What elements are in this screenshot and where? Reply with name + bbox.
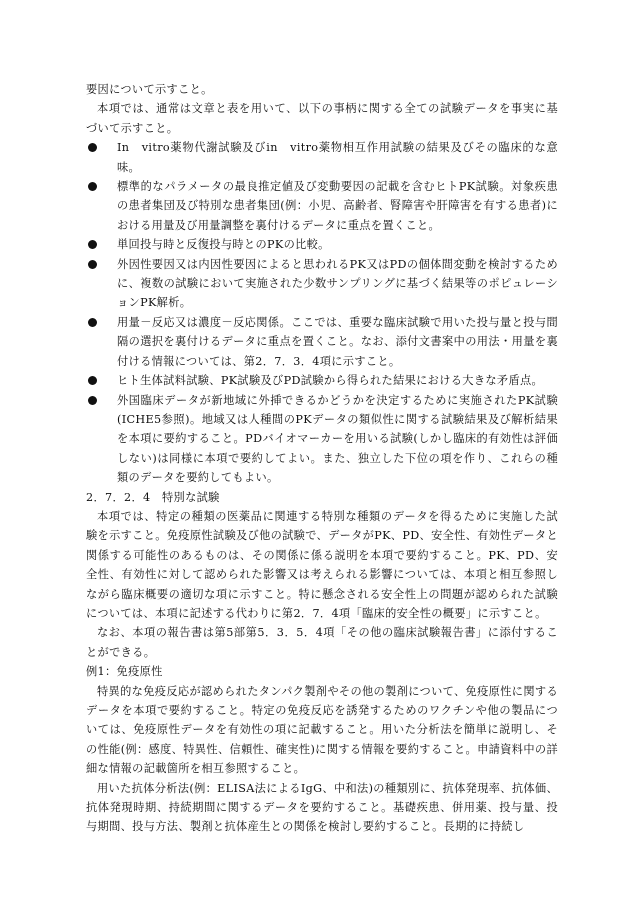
bullet-list bbox=[86, 138, 558, 487]
bullet-icon bbox=[88, 143, 97, 152]
bullet-text: ヒト生体試料試験、PK試験及びPD試験から得られた結果における大きな矛盾点。 bbox=[117, 374, 544, 388]
bullet-item bbox=[86, 235, 558, 254]
bullet-item bbox=[86, 138, 558, 177]
section-heading: 2．7．2．4 特別な試験 bbox=[86, 490, 220, 504]
bullet-text: 単回投与時と反復投与時とのPKの比較。 bbox=[117, 238, 330, 252]
bullet-icon bbox=[88, 182, 97, 191]
example-paragraph: 用いた抗体分析法(例：ELISA法によるIgG、中和法)の種類別に、抗体発現率、抗体価、抗体発現時期、持続期間に関するデータを要約すること。基礎疾患、併用薬、投与量、投与期間、投与方法、製剤と抗体産生との関係を検討し要約すること。長期的に持続し bbox=[86, 781, 558, 834]
bullet-text: 外国臨床データが新地域に外挿できるかどうかを決定するために実施されたPK試験(ICHE5参照)。地域又は人種間のPKデータの類似性に関する試験結果及び解析結果を本項に要約すること。PDバイオマーカーを用いる試験(しかし臨床的有効性は評価しない)は同様に本項で要約してよい。また、独立した下位の項を作り、これらの種類のデータを要約してもよい。 bbox=[117, 393, 558, 485]
bullet-icon bbox=[88, 396, 97, 405]
bullet-text: 用量－反応又は濃度－反応関係。ここでは、重要な臨床試験で用いた投与量と投与間隔の選択を裏付けるデータに重点を置くこと。なお、添付文書案中の用法・用量を裏付ける情報については、第2．7．3．4項に示すこと。 bbox=[117, 315, 558, 368]
bullet-item bbox=[86, 371, 558, 390]
example-heading: 例1：免疫原性 bbox=[86, 665, 163, 679]
example-paragraph: 特異的な免疫反応が認められたタンパク製剤やその他の製剤について、免疫原性に関するデータを本項で要約すること。特定の免疫反応を誘発するためのワクチンや他の製品については、免疫原性データを有効性の項に記載すること。用いた分析法を簡単に説明し、その性能(例：感度、特異性、信頼性、確実性)に関する情報を要約すること。申請資料中の詳細な情報の記載箇所を相互参照すること。 bbox=[86, 684, 558, 776]
bullet-item bbox=[86, 177, 558, 235]
bullet-icon bbox=[88, 318, 97, 327]
bullet-icon bbox=[88, 240, 97, 249]
intro-continuation: 要因について示すこと。 bbox=[86, 83, 213, 96]
bullet-text: 標準的なパラメータの最良推定値及び変動要因の記載を含むヒトPK試験。対象疾患の患者集団及び特別な患者集団(例：小児、高齢者、腎障害や肝障害を有する患者)における用量及び用量調整を裏付けるデータに重点を置くこと。 bbox=[117, 180, 558, 232]
section-paragraph: なお、本項の報告書は第5部第5．3．5．4項「その他の臨床試験報告書」に添付することができる。 bbox=[86, 626, 558, 659]
document-page bbox=[86, 80, 558, 837]
section-paragraph: 本項では、特定の種類の医薬品に関連する特別な種類のデータを得るために実施した試験を示すこと。免疫原性試験及び他の試験で、データがPK、PD、安全性、有効性データと関係する可能性のあるものは、その関係に係る説明を本項で要約すること。PK、PD、安全性、有効性に対して認められた影響又は考えられる影響については、本項と相互参照しながら臨床概要の適切な項に示すこと。特に懸念される安全性上の問題が認められた試験については、本項に記述する代わりに第2．7．4項「臨床的安全性の概要」に示すこと。 bbox=[86, 509, 558, 620]
intro-paragraph: 本項では、通常は文章と表を用いて、以下の事柄に関する全ての試験データを事実に基づいて示すこと。 bbox=[86, 102, 558, 135]
bullet-item bbox=[86, 391, 558, 488]
bullet-icon bbox=[88, 260, 97, 269]
bullet-item bbox=[86, 313, 558, 371]
bullet-text: In vitro薬物代謝試験及びin vitro薬物相互作用試験の結果及びその臨床的な意味。 bbox=[117, 141, 558, 174]
bullet-item bbox=[86, 255, 558, 313]
bullet-text: 外因性要因又は内因性要因によると思われるPK又はPDの個体間変動を検討するために、複数の試験において実施された少数サンプリングに基づく結果等のポピュレーションPK解析。 bbox=[117, 257, 558, 310]
bullet-icon bbox=[88, 376, 97, 385]
